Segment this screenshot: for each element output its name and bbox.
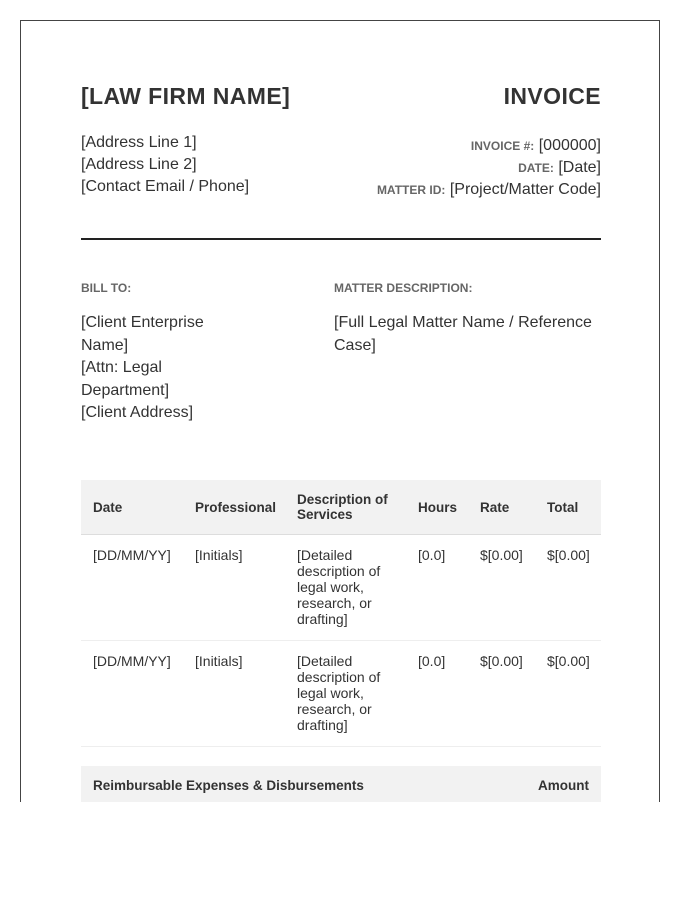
table-row: [81, 535, 601, 641]
bill-to-block: [81, 312, 241, 425]
invoice-number-label: INVOICE #:: [470, 139, 535, 153]
column-header-rate: Rate: [468, 480, 535, 535]
invoice-date-row: [377, 157, 601, 179]
matter-id-label: MATTER ID:: [376, 183, 446, 197]
cell-hours: [0.0]: [406, 535, 468, 641]
expenses-table: [81, 766, 601, 802]
bill-to-label: BILL TO:: [81, 281, 132, 295]
cell-hours: [0.0]: [406, 641, 468, 747]
cell-date: [DD/MM/YY]: [81, 535, 183, 641]
column-header-hours: Hours: [406, 480, 468, 535]
invoice-date-value: [Date]: [558, 159, 601, 176]
header-divider: [81, 238, 601, 240]
cell-rate: $[0.00]: [468, 535, 535, 641]
column-header-professional: Professional: [183, 480, 285, 535]
column-header-amount: Amount: [487, 766, 601, 802]
cell-rate: $[0.00]: [468, 641, 535, 747]
table-row: [81, 641, 601, 747]
address-line-1: [Address Line 1]: [81, 134, 197, 151]
firm-name: [LAW FIRM NAME]: [81, 83, 291, 109]
contact-line: [Contact Email / Phone]: [81, 178, 250, 195]
column-header-description: Description of Services: [285, 480, 406, 535]
client-attention: [Attn: Legal Department]: [81, 359, 170, 399]
client-name: [Client Enterprise Name]: [81, 314, 204, 354]
expenses-header-row: [81, 766, 601, 802]
cell-description: [Detailed description of legal work, research, or drafting]: [285, 535, 406, 641]
column-header-total: Total: [535, 480, 601, 535]
matter-id-row: [377, 179, 601, 201]
invoice-page: [20, 20, 660, 802]
matter-description-label: MATTER DESCRIPTION:: [334, 281, 473, 295]
matter-description: [Full Legal Matter Name / Reference Case]: [334, 314, 592, 354]
cell-professional: [Initials]: [183, 641, 285, 747]
column-header-expenses: Reimbursable Expenses & Disbursements: [81, 766, 487, 802]
invoice-meta: [377, 135, 601, 201]
services-table: [81, 480, 601, 747]
cell-description: [Detailed description of legal work, research, or drafting]: [285, 641, 406, 747]
invoice-number-row: [377, 135, 601, 157]
invoice-date-label: DATE:: [518, 161, 554, 175]
cell-total: $[0.00]: [535, 535, 601, 641]
client-address: [Client Address]: [81, 404, 194, 421]
cell-professional: [Initials]: [183, 535, 285, 641]
column-header-date: Date: [81, 480, 183, 535]
address-line-2: [Address Line 2]: [81, 156, 197, 173]
cell-total: $[0.00]: [535, 641, 601, 747]
invoice-title: INVOICE: [503, 83, 601, 109]
cell-date: [DD/MM/YY]: [81, 641, 183, 747]
services-header-row: [81, 480, 601, 535]
invoice-number-value: [000000]: [538, 137, 601, 154]
matter-id-value: [Project/Matter Code]: [449, 181, 601, 198]
firm-address: [81, 132, 249, 198]
